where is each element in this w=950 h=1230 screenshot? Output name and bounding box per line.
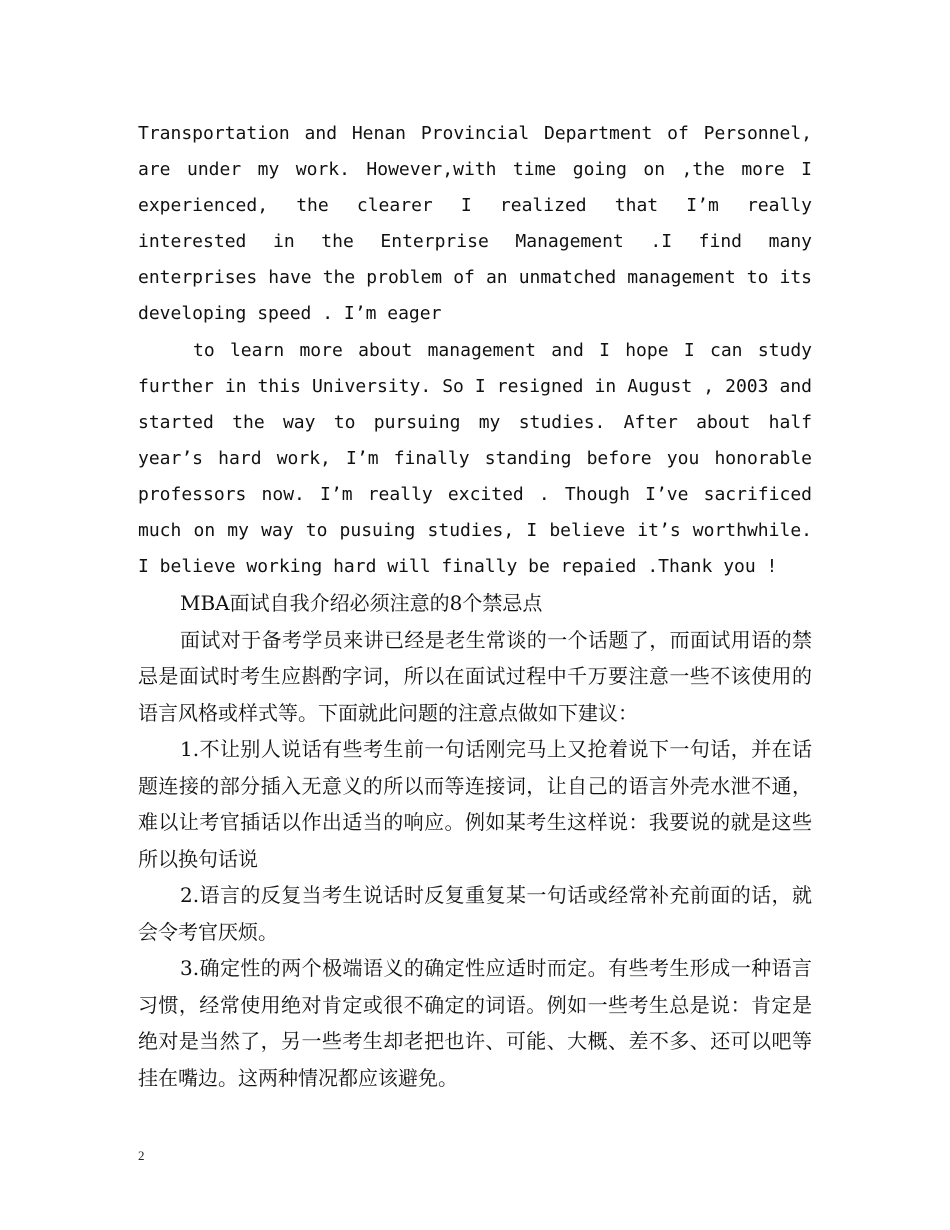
tip-paragraph-3: 3.确定性的两个极端语义的确定性应适时而定。有些考生形成一种语言习惯，经常使用绝对肯定或很不确定的词语。例如一些考生总是说：肯定是绝对是当然了，另一些考生却老把也许、可能、大概、差不多、还可以吧等挂在嘴边。这两种情况都应该避免。 <box>138 956 812 1090</box>
text-line: are under my work. However,with time going on ,the more I <box>138 159 812 181</box>
page-content <box>138 116 812 1096</box>
text-line: developing speed . I’m eager <box>138 303 442 325</box>
text-line: interested in the Enterprise Management .I find many <box>138 231 812 253</box>
text-line: professors now. I’m really excited . Though I’ve sacrificed <box>138 483 812 505</box>
text-line: experienced, the clearer I realized that I’m really <box>138 195 812 217</box>
text-line: year’s hard work, I’m finally standing before you honorable <box>138 447 812 469</box>
text-line: started the way to pursuing my studies. After about half <box>138 411 812 433</box>
page-number: 2 <box>138 1148 145 1163</box>
text-line: enterprises have the problem of an unmatched management to its <box>138 267 812 289</box>
intro-paragraph: 面试对于备考学员来讲已经是老生常谈的一个话题了，而面试用语的禁忌是面试时考生应斟酌字词，所以在面试过程中千万要注意一些不该使用的语言风格或样式等。下面就此问题的注意点做如下建议： <box>138 627 812 725</box>
text-line: further in this University. So I resigned in August , 2003 and <box>138 375 812 397</box>
text-line: to learn more about management and I hope I can study <box>193 339 812 361</box>
text-line: I believe working hard will finally be repaied .Thank you ! <box>138 556 778 578</box>
english-paragraph-1 <box>138 116 812 333</box>
english-paragraph-2 <box>138 333 812 586</box>
section-heading: MBA面试自我介绍必须注意的8个禁忌点 <box>180 591 543 616</box>
tip-paragraph-2: 2.语言的反复当考生说话时反复重复某一句话或经常补充前面的话，就会令考官厌烦。 <box>138 883 812 944</box>
text-line: Transportation and Henan Provincial Department of Personnel, <box>138 123 812 144</box>
text-line: much on my way to pusuing studies, I believe it’s worthwhile. <box>138 520 812 542</box>
tip-paragraph-1: 1.不让别人说话有些考生前一句话刚完马上又抢着说下一句话，并在话题连接的部分插入无意义的所以而等连接词，让自己的语言外壳水泄不通，难以让考官插话以作出适当的响应。例如某考生这样说：我要说的就是这些所以换句话说 <box>138 737 812 871</box>
